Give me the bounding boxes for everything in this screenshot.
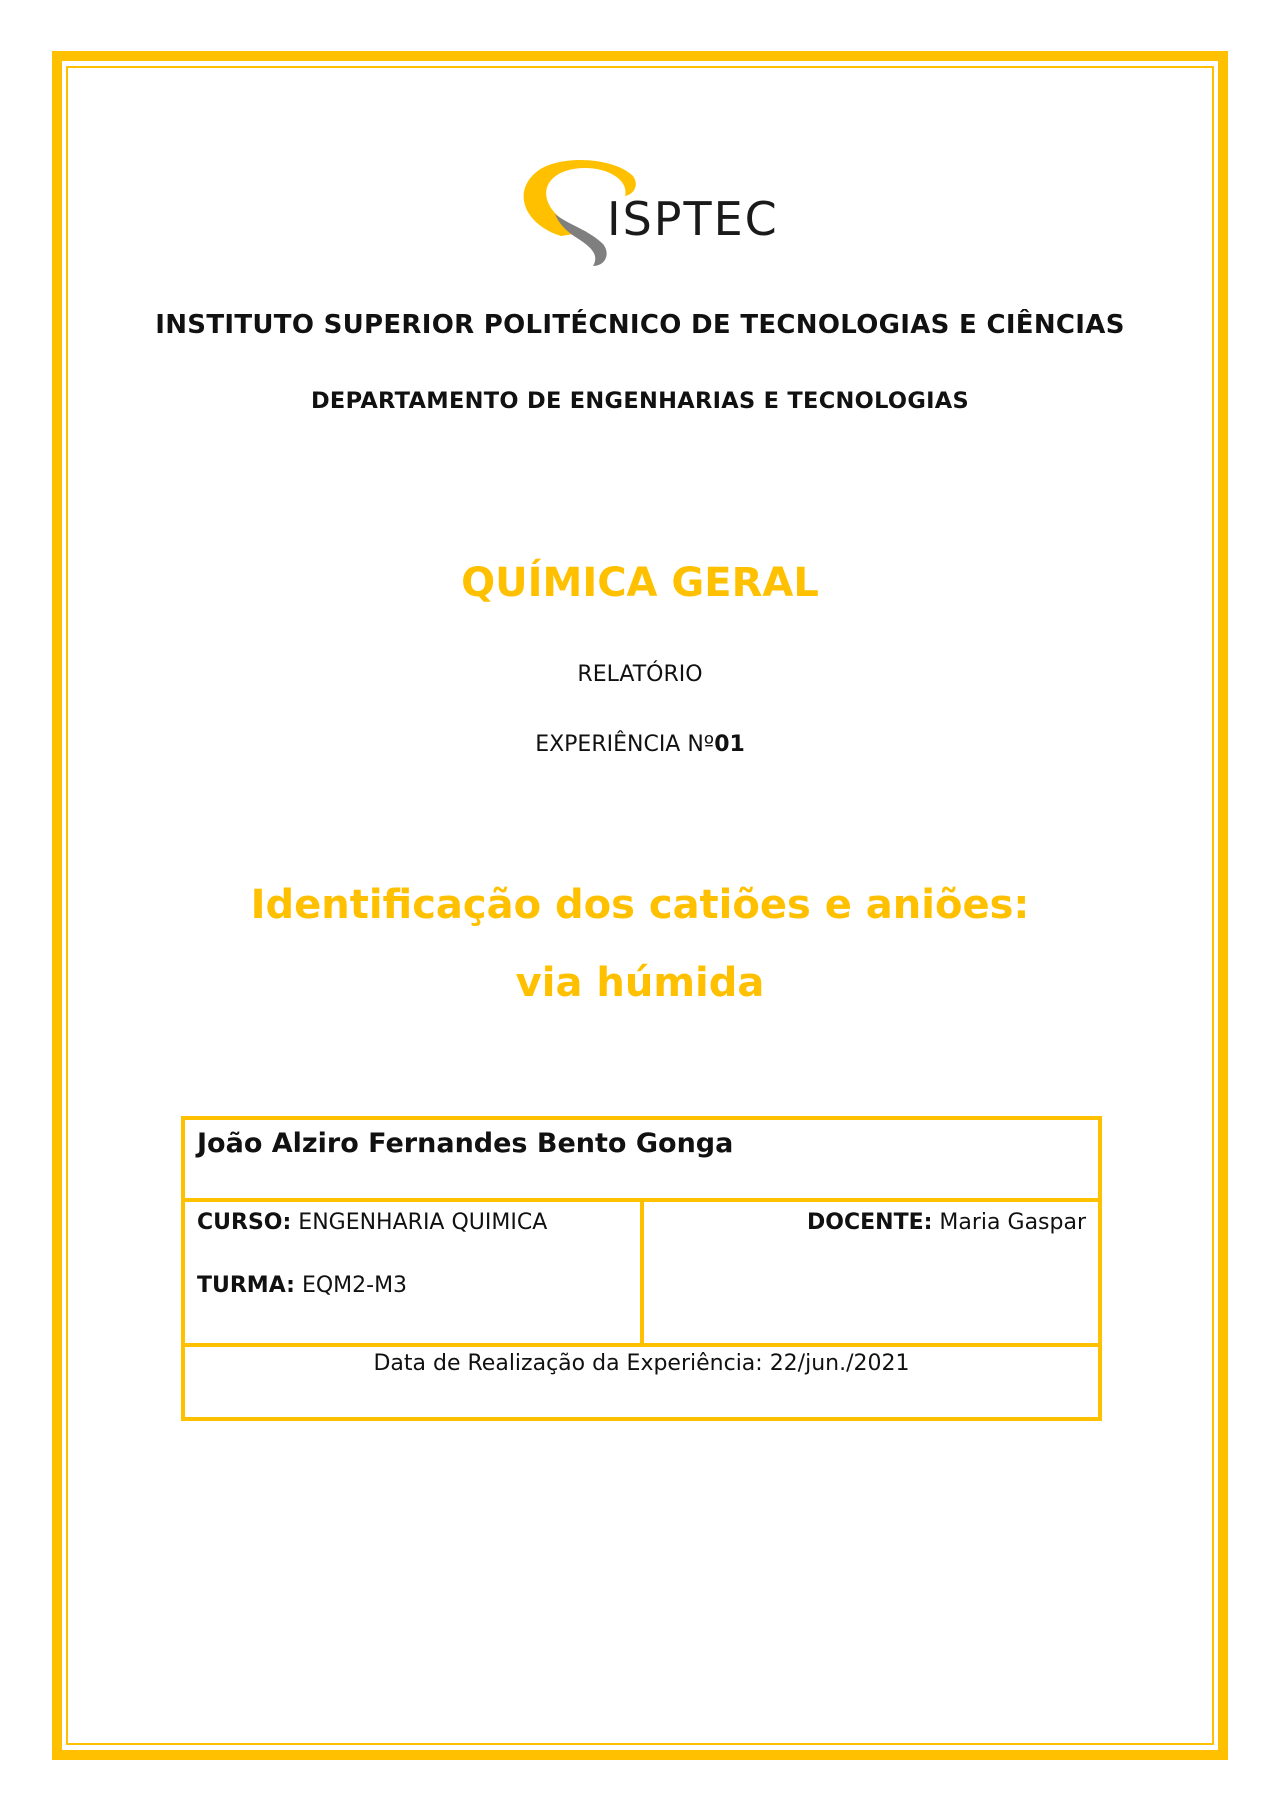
course-label: CURSO:	[197, 1209, 292, 1235]
report-label: RELATÓRIO	[577, 662, 703, 687]
course-value: ENGENHARIA QUIMICA	[298, 1209, 548, 1235]
table-row	[183, 1200, 1100, 1345]
course-field	[197, 1202, 628, 1235]
teacher-label: DOCENTE:	[807, 1209, 933, 1235]
teacher-value: Maria Gaspar	[939, 1209, 1086, 1235]
course-cell	[183, 1200, 642, 1345]
experience-date: Data de Realização da Experiência: 22/jun./2021	[373, 1350, 910, 1376]
logo-text: ISPTEC	[607, 192, 779, 246]
class-field	[197, 1235, 628, 1298]
teacher-field	[656, 1202, 1087, 1235]
teacher-cell	[642, 1200, 1101, 1345]
class-value: EQM2-M3	[301, 1272, 408, 1298]
institute-name: INSTITUTO SUPERIOR POLITÉCNICO DE TECNOLOGIAS E CIÊNCIAS	[155, 310, 1125, 340]
student-name-cell	[183, 1118, 1100, 1200]
student-name: João Alziro Fernandes Bento Gonga	[197, 1128, 734, 1159]
report-topic	[0, 866, 1280, 1022]
experience-label: EXPERIÊNCIA Nº	[535, 732, 715, 757]
isptec-logo	[515, 152, 780, 270]
report-topic-text: Identificação dos catiões e aniões: via húmida	[250, 882, 1030, 1006]
table-row	[183, 1345, 1100, 1420]
subject-title: QUÍMICA GERAL	[461, 560, 819, 606]
experience-value: 01	[714, 732, 745, 757]
student-info-table	[181, 1116, 1102, 1421]
department-name: DEPARTAMENTO DE ENGENHARIAS E TECNOLOGIAS	[310, 388, 970, 414]
experience-number	[0, 732, 1280, 757]
date-cell	[183, 1345, 1100, 1420]
table-row	[183, 1118, 1100, 1200]
class-label: TURMA:	[197, 1272, 295, 1298]
